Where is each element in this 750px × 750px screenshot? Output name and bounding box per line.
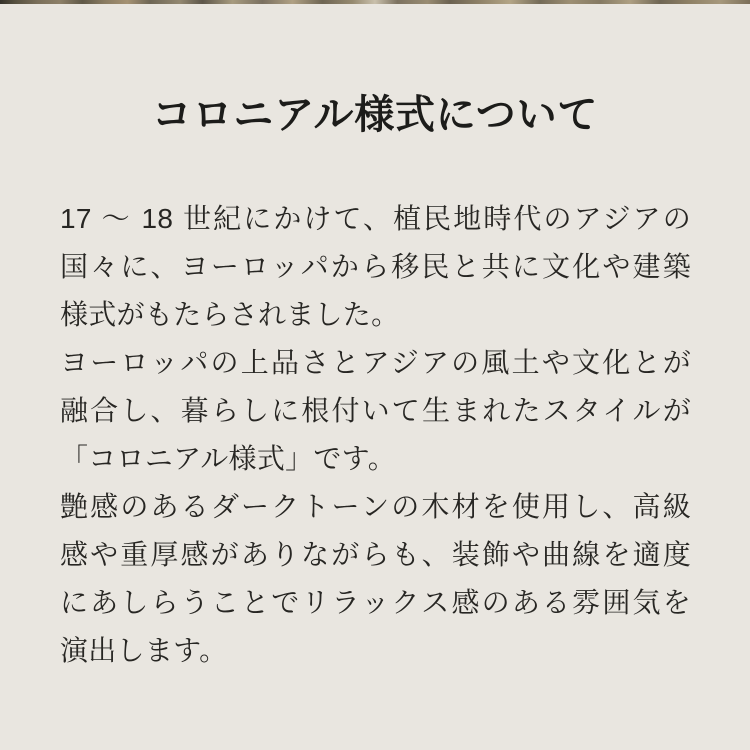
text-line: にあしらうことでリラックス感のある雰囲気を xyxy=(60,587,691,618)
paragraph xyxy=(60,195,691,339)
text-line: 融合し、暮らしに根付いて生まれたスタイルが xyxy=(60,395,691,426)
text-line: 17 〜 18 世紀にかけて、植民地時代のアジアの xyxy=(60,203,691,234)
body-text xyxy=(60,195,691,675)
text-line: 「コロニアル様式」です。 xyxy=(60,443,397,474)
text-line: 艶感のあるダークトーンの木材を使用し、高級 xyxy=(60,491,691,522)
text-line: 演出します。 xyxy=(60,635,228,666)
section-title: コロニアル様式について xyxy=(151,93,599,137)
paragraph xyxy=(60,483,691,675)
text-line: 国々に、ヨーロッパから移民と共に文化や建築 xyxy=(60,251,691,282)
photo-edge-strip xyxy=(0,0,750,4)
paragraph xyxy=(60,339,691,483)
text-line: 様式がもたらされました。 xyxy=(60,299,400,330)
text-line: ヨーロッパの上品さとアジアの風土や文化とが xyxy=(60,347,691,378)
text-line: 感や重厚感がありながらも、装飾や曲線を適度 xyxy=(60,539,691,570)
